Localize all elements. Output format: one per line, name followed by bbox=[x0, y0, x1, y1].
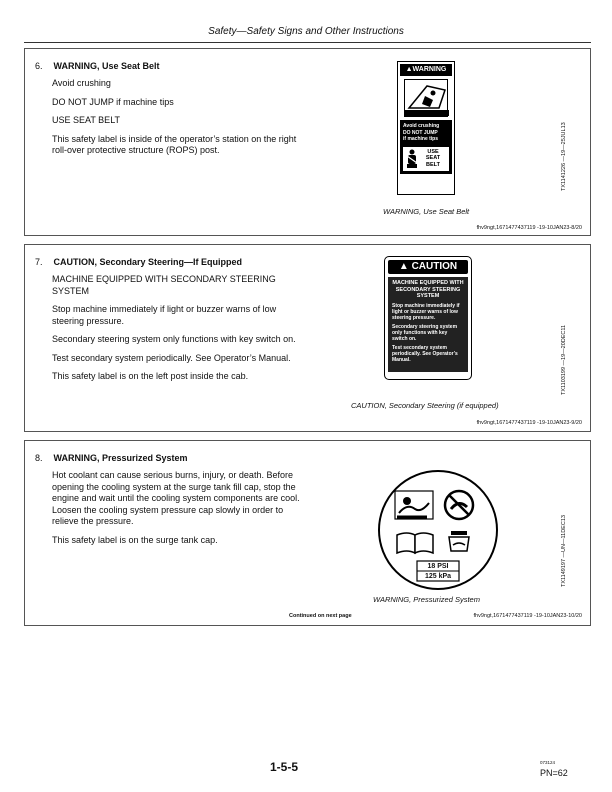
pressure-values: 18 PSI 125 kPa bbox=[424, 563, 452, 580]
paragraph: Stop machine immediately if light or buzzer warns of low steering pressure. bbox=[52, 304, 277, 326]
section-body bbox=[52, 470, 302, 553]
paragraph: Hot coolant can cause serious burns, injury, or death. Before opening the cooling system at the surge tank fill cap, stop the engine and wait until the cooling system components are cool. Loosen the cooling system pressure cap slowly in order to relieve the pressure. bbox=[52, 470, 300, 526]
section-number: 7. bbox=[35, 257, 43, 267]
section-heading bbox=[35, 453, 188, 463]
section-number: 6. bbox=[35, 61, 43, 71]
seat-belt-panel: USE SEAT BELT bbox=[403, 147, 449, 171]
section-title: WARNING, Use Seat Belt bbox=[53, 61, 160, 71]
figure-ref: TX1141226 —19—25JUL13 bbox=[561, 122, 567, 191]
section-heading bbox=[35, 61, 160, 71]
page-number: 1-5-5 bbox=[270, 760, 299, 774]
section-body bbox=[52, 274, 297, 390]
section-secondary-steering bbox=[24, 244, 591, 432]
manual-icon bbox=[397, 533, 433, 553]
section-heading bbox=[35, 257, 242, 267]
label-header: ▲WARNING bbox=[400, 64, 452, 76]
cap-pressure-icon bbox=[449, 531, 469, 551]
label-message: Avoid crushing DO NOT JUMP if machine tips USE SEAT BELT bbox=[400, 120, 452, 174]
label-header: ▲ CAUTION bbox=[388, 260, 468, 274]
hot-liquid-hazard-icon bbox=[395, 491, 433, 519]
section-body bbox=[52, 78, 297, 164]
paragraph: USE SEAT BELT bbox=[52, 115, 121, 125]
doc-ref: fhv9ngt,1671477437119 -19-10JAN23-8/20 bbox=[476, 225, 582, 231]
section-number: 8. bbox=[35, 453, 43, 463]
paragraph: Secondary steering system only functions with key switch on. bbox=[52, 334, 296, 344]
paragraph: Avoid crushing bbox=[52, 78, 111, 88]
caution-secondary-steering-label bbox=[384, 256, 472, 380]
paragraph: MACHINE EQUIPPED WITH SECONDARY STEERING SYSTEM bbox=[52, 274, 276, 296]
figure-caption: WARNING, Use Seat Belt bbox=[383, 207, 470, 216]
paragraph: This safety label is on the left post inside the cab. bbox=[52, 371, 249, 381]
section-seat-belt bbox=[24, 48, 591, 236]
label-message: MACHINE EQUIPPED WITH SECONDARY STEERING SYSTEM Stop machine immediately if light or buzzer warns of low steering pressure. Secondary steering system only functions with key switch on. Test secondary system periodically. See Operator’s Manual. bbox=[388, 277, 468, 372]
doc-ref: fhv9ngt,1671477437119 -19-10JAN23-9/20 bbox=[476, 420, 582, 426]
doc-ref: fhv9ngt,1671477437119 -19-10JAN23-10/20 bbox=[473, 613, 582, 619]
warning-seat-belt-label bbox=[397, 61, 455, 195]
paragraph: This safety label is inside of the operator’s station on the right roll-over protective structure (ROPS) post. bbox=[52, 133, 297, 155]
paragraph: DO NOT JUMP if machine tips bbox=[52, 96, 174, 107]
section-title: CAUTION, Secondary Steering—If Equipped bbox=[53, 257, 243, 267]
figure-ref: TX1103199 —19—20DEC11 bbox=[561, 324, 567, 395]
header-rule bbox=[24, 42, 591, 43]
part-number: PN=62 bbox=[540, 768, 568, 778]
figure-caption: CAUTION, Secondary Steering (if equipped) bbox=[351, 401, 499, 410]
footer-code: 073124 bbox=[540, 760, 556, 765]
no-open-cap-icon bbox=[445, 491, 473, 519]
section-title: WARNING, Pressurized System bbox=[53, 453, 188, 463]
seat-belt-icon bbox=[405, 149, 419, 169]
crushing-hazard-icon bbox=[404, 79, 448, 117]
figure-caption: WARNING, Pressurized System bbox=[373, 595, 480, 604]
figure-ref: TX1149197 —UN—11DEC13 bbox=[561, 515, 567, 587]
paragraph: This safety label is on the surge tank cap. bbox=[52, 534, 218, 545]
paragraph: Test secondary system periodically. See Operator’s Manual. bbox=[52, 352, 291, 363]
page-header: Safety—Safety Signs and Other Instructions bbox=[208, 26, 404, 37]
section-pressurized-system bbox=[24, 440, 591, 626]
continued-note: Continued on next page bbox=[289, 613, 352, 619]
